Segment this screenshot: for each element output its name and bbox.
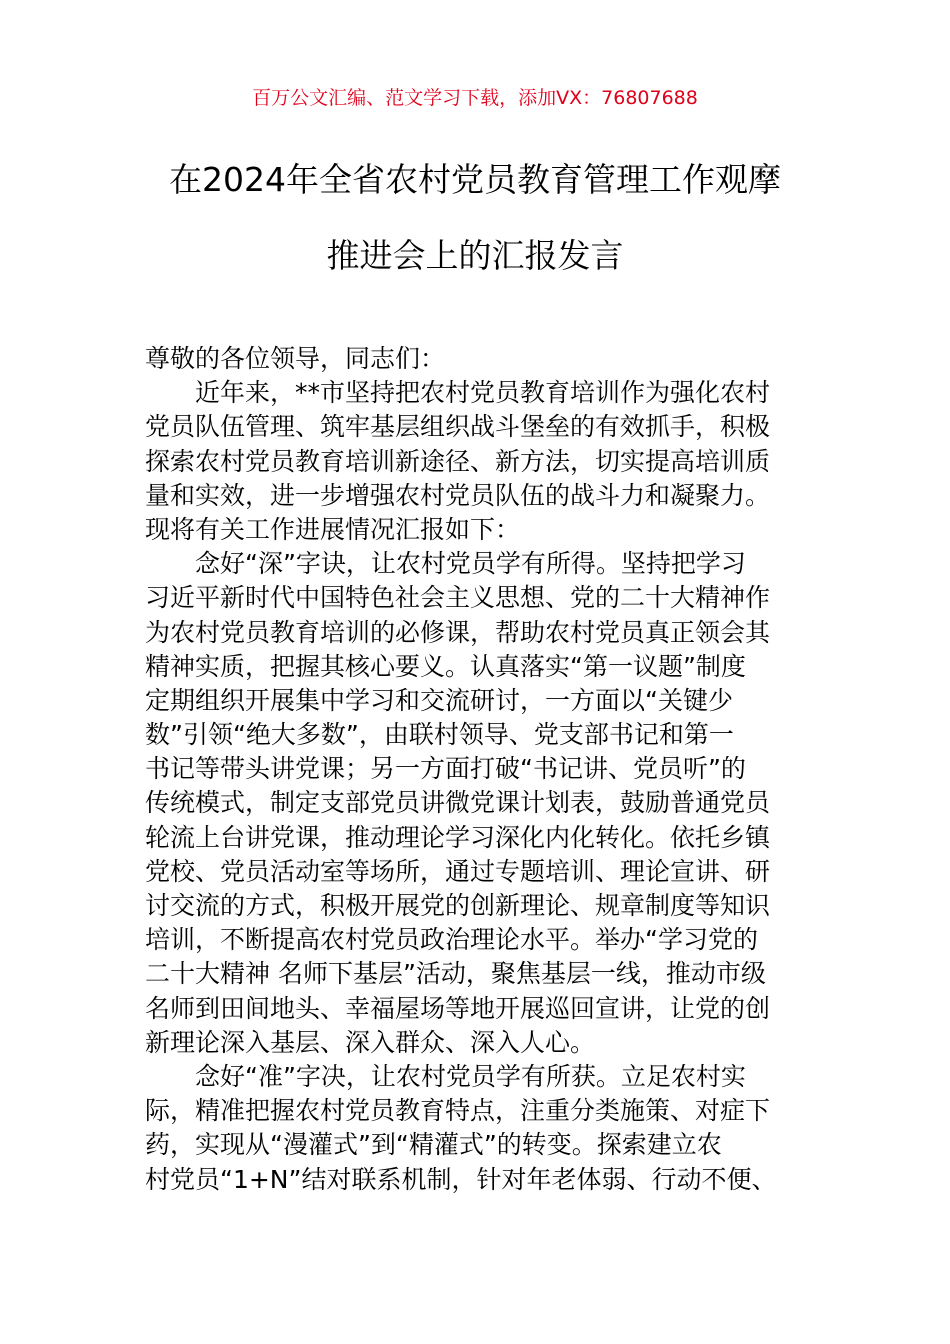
body-text-line: 习近平新时代中国特色社会主义思想、党的二十大精神作 xyxy=(145,583,771,613)
body-text-line: 新理论深入基层、深入群众、深入人心。 xyxy=(145,1027,596,1057)
body-text-line: 轮流上台讲党课，推动理论学习深化内化转化。依托乡镇 xyxy=(145,822,771,852)
body-text-line: 村党员“1+N”结对联系机制，针对年老体弱、行动不便、 xyxy=(145,1164,777,1194)
document-body xyxy=(145,342,807,1197)
body-text-line: 精神实质，把握其核心要义。认真落实“第一议题”制度 xyxy=(145,651,746,681)
document-title-line-2: 推进会上的汇报发言 xyxy=(326,236,624,275)
body-text-line: 念好“深”字诀，让农村党员学有所得。坚持把学习 xyxy=(195,549,746,579)
watermark-header: 百万公文汇编、范文学习下载，添加VX：76807688 xyxy=(252,87,698,109)
body-text-line: 党员队伍管理、筑牢基层组织战斗堡垒的有效抓手，积极 xyxy=(145,412,771,442)
body-text-line: 为农村党员教育培训的必修课，帮助农村党员真正领会其 xyxy=(145,617,771,647)
body-text-line: 念好“准”字决，让农村党员学有所获。立足农村实 xyxy=(195,1061,746,1091)
body-text-line: 传统模式，制定支部党员讲微党课计划表，鼓励普通党员 xyxy=(145,788,771,818)
body-text-line: 现将有关工作进展情况汇报如下： xyxy=(145,514,521,544)
body-text-line: 探索农村党员教育培训新途径、新方法，切实提高培训质 xyxy=(145,446,771,476)
body-text-line: 量和实效，进一步增强农村党员队伍的战斗力和凝聚力。 xyxy=(145,480,771,510)
body-text-line: 药，实现从“漫灌式”到“精灌式”的转变。探索建立农 xyxy=(145,1130,722,1160)
body-text-line: 党校、党员活动室等场所，通过专题培训、理论宣讲、研 xyxy=(145,856,771,886)
body-text-line: 培训，不断提高农村党员政治理论水平。举办“学习党的 xyxy=(145,925,758,955)
body-text-line: 二十大精神 名师下基层”活动，聚焦基层一线，推动市级 xyxy=(145,959,766,989)
body-text-line: 名师到田间地头、幸福屋场等地开展巡回宣讲，让党的创 xyxy=(145,993,771,1023)
body-text-line: 近年来，**市坚持把农村党员教育培训作为强化农村 xyxy=(195,378,771,408)
body-text-line: 书记等带头讲党课；另一方面打破“书记讲、党员听”的 xyxy=(145,754,746,784)
body-text-line: 定期组织开展集中学习和交流研讨，一方面以“关键少 xyxy=(145,685,733,715)
document-title-line-1: 在2024年全省农村党员教育管理工作观摩 xyxy=(169,160,781,199)
body-text-line: 尊敬的各位领导，同志们： xyxy=(145,344,446,373)
body-text-line: 际，精准把握农村党员教育特点，注重分类施策、对症下 xyxy=(145,1096,771,1126)
body-text-line: 讨交流的方式，积极开展党的创新理论、规章制度等知识 xyxy=(145,891,771,920)
body-text-line: 数”引领“绝大多数”，由联村领导、党支部书记和第一 xyxy=(145,720,734,750)
